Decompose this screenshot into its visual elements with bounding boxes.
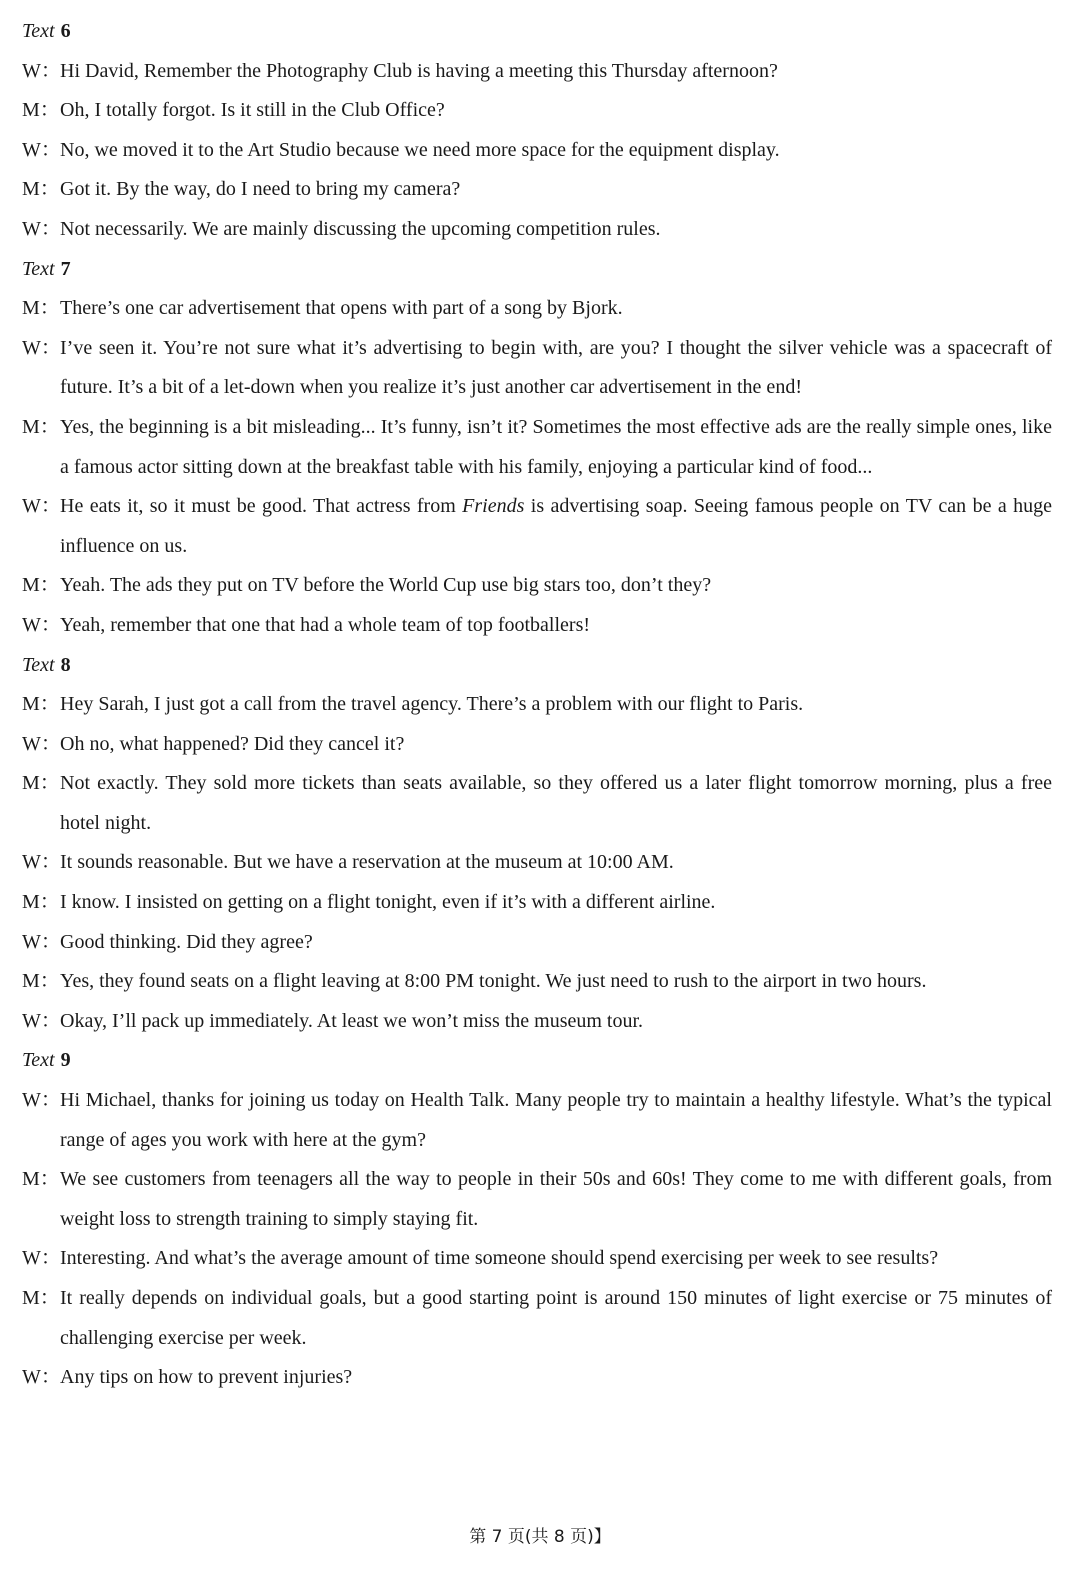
speaker-label: W：: [22, 1009, 61, 1032]
dialogue-turn: [22, 329, 1052, 408]
section-heading-label: Text: [22, 653, 55, 676]
utterance: Oh no, what happened? Did they cancel it?: [60, 732, 405, 755]
utterance: Hey Sarah, I just got a call from the travel agency. There’s a problem with our flight to Paris.: [60, 693, 804, 716]
utterance: Any tips on how to prevent injuries?: [60, 1366, 353, 1389]
dialogue-turn: [22, 1358, 1052, 1398]
dialogue-turn: [22, 883, 1052, 923]
speaker-label: M：: [22, 574, 60, 597]
utterance: Not necessarily. We are mainly discussing the upcoming competition rules.: [60, 217, 661, 240]
utterance: Got it. By the way, do I need to bring my camera?: [60, 178, 461, 201]
speaker-label: M：: [22, 1168, 60, 1191]
utterance: Yeah. The ads they put on TV before the World Cup use big stars too, don’t they?: [60, 574, 712, 597]
speaker-label: W：: [22, 1247, 61, 1270]
speaker-label: W：: [22, 59, 61, 82]
speaker-label: M：: [22, 99, 60, 122]
speaker-label: M：: [22, 178, 60, 201]
speaker-label: W：: [22, 851, 61, 874]
text-section-9: [22, 1041, 1052, 1397]
speaker-label: W：: [22, 1089, 61, 1112]
section-heading-number: 8: [60, 653, 71, 676]
utterance: Hi David, Remember the Photography Club is having a meeting this Thursday afternoon?: [60, 59, 778, 82]
dialogue-turn: [22, 52, 1052, 92]
utterance: There’s one car advertisement that opens with part of a song by Bjork.: [60, 297, 623, 320]
text-section-7: [22, 250, 1052, 646]
section-heading-label: Text: [22, 257, 55, 280]
dialogue-turn: [22, 962, 1052, 1002]
dialogue-turn: [22, 408, 1052, 487]
dialogue-turn: [22, 725, 1052, 765]
utterance: Oh, I totally forgot. Is it still in the Club Office?: [60, 99, 445, 122]
utterance: Yes, the beginning is a bit misleading... It’s funny, isn’t it? Sometimes the most effective ads are the really simple ones, like a famous actor sitting down at the breakfast table with his family, enjoying a particular kind of food...: [60, 415, 1052, 478]
section-heading-label: Text: [22, 20, 55, 42]
speaker-label: M：: [22, 891, 60, 914]
speaker-label: W：: [22, 732, 61, 755]
speaker-label: W：: [22, 613, 61, 636]
speaker-label: M：: [22, 1287, 60, 1309]
dialogue-turn: [22, 487, 1052, 566]
utterance: Interesting. And what’s the average amount of time someone should spend exercising per week to see results?: [60, 1247, 939, 1270]
dialogue-turn: [22, 566, 1052, 606]
dialogue-turn: [22, 131, 1052, 171]
utterance: Hi Michael, thanks for joining us today on Health Talk. Many people try to maintain a healthy lifestyle. What’s the typical range of ages you work with here at the gym?: [60, 1089, 1052, 1151]
section-heading: [22, 1041, 1052, 1081]
section-heading-number: 9: [60, 1049, 71, 1072]
text-section-8: [22, 646, 1052, 1042]
page-footer: 第 7 页(共 8 页)】: [469, 1527, 611, 1547]
section-heading: [22, 250, 1052, 290]
speaker-label: W：: [22, 1366, 61, 1389]
speaker-label: M：: [22, 297, 60, 320]
section-heading-number: 7: [60, 257, 71, 280]
utterance: Okay, I’ll pack up immediately. At least we won’t miss the museum tour.: [60, 1009, 644, 1032]
dialogue-turn: [22, 1002, 1052, 1042]
section-heading: [22, 646, 1052, 686]
dialogue-turn: [22, 843, 1052, 883]
dialogue-turn: [22, 210, 1052, 250]
dialogue-turn: [22, 170, 1052, 210]
utterance: We see customers from teenagers all the way to people in their 50s and 60s! They come to me with different goals, from weight loss to strength training to simply staying fit.: [60, 1168, 1052, 1230]
dialogue-turn: [22, 685, 1052, 725]
dialogue-turn: [22, 923, 1052, 963]
dialogue-turn: [22, 1160, 1052, 1239]
speaker-label: M：: [22, 772, 60, 795]
speaker-label: W：: [22, 217, 61, 240]
utterance-part: He eats it, so it must be good. That actress from: [60, 495, 463, 518]
speaker-label: W：: [22, 930, 61, 953]
utterance: Not exactly. They sold more tickets than seats available, so they offered us a later flight tomorrow morning, plus a free hotel night.: [60, 772, 1052, 834]
speaker-label: M：: [22, 970, 60, 993]
section-heading-number: 6: [60, 20, 71, 42]
utterance: I’ve seen it. You’re not sure what it’s advertising to begin with, are you? I thought the silver vehicle was a spacecraft of future. It’s a bit of a let-down when you realize it’s just another car advertisement in the end!: [60, 336, 1052, 399]
transcript-page: [22, 12, 1052, 1398]
utterance: Yeah, remember that one that had a whole team of top footballers!: [60, 613, 591, 636]
utterance: Good thinking. Did they agree?: [60, 930, 313, 953]
section-heading: [22, 12, 1052, 52]
show-title: Friends: [462, 495, 525, 518]
speaker-label: M：: [22, 415, 60, 438]
dialogue-turn: [22, 606, 1052, 646]
speaker-label: W：: [22, 138, 61, 161]
utterance: No, we moved it to the Art Studio because we need more space for the equipment display.: [60, 138, 780, 161]
dialogue-turn: [22, 1239, 1052, 1279]
dialogue-turn: [22, 1081, 1052, 1160]
speaker-label: M：: [22, 693, 60, 716]
text-section-6: [22, 12, 1052, 250]
dialogue-turn: [22, 289, 1052, 329]
utterance: It really depends on individual goals, but a good starting point is around 150 minutes of light exercise or 75 minutes of challenging exercise per week.: [60, 1287, 1052, 1349]
utterance: It sounds reasonable. But we have a reservation at the museum at 10:00 AM.: [60, 851, 674, 874]
section-heading-label: Text: [22, 1049, 55, 1072]
utterance: Yes, they found seats on a flight leaving at 8:00 PM tonight. We just need to rush to the airport in two hours.: [60, 970, 927, 993]
utterance: [60, 487, 1052, 566]
speaker-label: W：: [22, 336, 61, 359]
utterance-part: is advertising soap. Seeing famous people on TV can be a huge influence on us.: [60, 495, 1052, 557]
dialogue-turn: [22, 764, 1052, 843]
speaker-label: W：: [22, 495, 61, 518]
utterance: I know. I insisted on getting on a flight tonight, even if it’s with a different airline.: [60, 891, 716, 914]
dialogue-turn: [22, 91, 1052, 131]
dialogue-turn: [22, 1279, 1052, 1358]
